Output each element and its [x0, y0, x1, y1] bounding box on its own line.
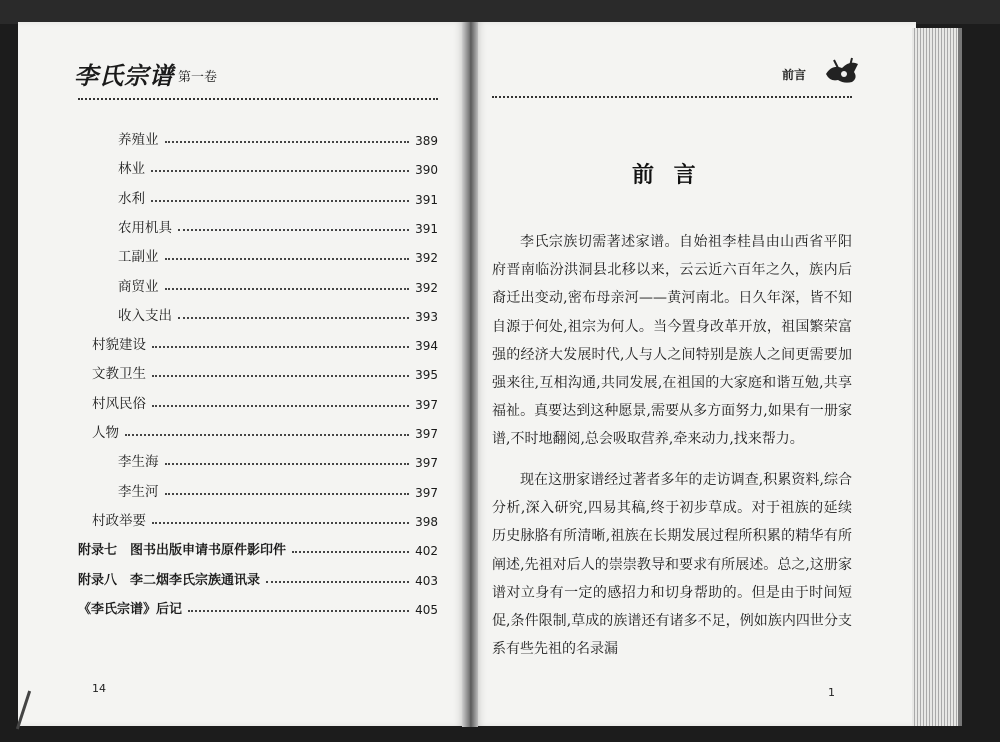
toc-entry: [78, 566, 438, 588]
toc-entry-title: 附录八 李二烟李氏宗族通讯录: [78, 572, 261, 588]
toc-entry-page: 397: [415, 456, 438, 471]
toc-entry-title: 农用机具: [118, 219, 172, 236]
right-header-title: 前言: [782, 68, 807, 82]
toc-leader-dots: [178, 228, 409, 231]
toc-entry-title: 工副业: [118, 249, 159, 266]
toc-entry-title: 李生河: [118, 483, 159, 500]
toc-entry-page: 402: [415, 544, 438, 559]
toc-leader-dots: [152, 404, 409, 407]
toc-entry: [92, 419, 438, 441]
toc-entry: [92, 507, 438, 529]
toc-entry: [92, 360, 438, 382]
chapter-title: 前 言: [632, 162, 702, 188]
toc-entry: [118, 126, 438, 148]
toc-entry-title: 水利: [118, 190, 145, 207]
toc-leader-dots: [125, 433, 409, 436]
background: [0, 0, 1000, 24]
left-header-logo: 李氏宗谱: [74, 61, 174, 90]
toc-entry-title: 《李氏宗谱》后记: [78, 601, 183, 617]
toc-entry-title: 收入支出: [118, 307, 172, 324]
left-header-rule: [78, 98, 438, 100]
toc-entry-title: 商贸业: [118, 278, 159, 295]
toc-entry-title: 李生海: [118, 454, 159, 471]
toc-entry-title: 村貌建设: [92, 337, 146, 354]
toc-leader-dots: [165, 140, 410, 143]
left-header-volume: 第一卷: [178, 70, 218, 85]
toc-entry: [78, 595, 438, 617]
toc-entry-title: 村风民俗: [92, 395, 146, 412]
toc-leader-dots: [152, 345, 409, 348]
toc-entry-title: 人物: [92, 425, 119, 441]
toc-entry-title: 林业: [118, 161, 145, 178]
toc-entry: [118, 478, 438, 500]
toc-entry: [92, 390, 438, 412]
toc-entry-title: 养殖业: [118, 132, 159, 148]
toc-entry-page: 391: [415, 192, 438, 207]
toc-entry-page: 392: [415, 251, 438, 266]
toc-leader-dots: [151, 199, 409, 202]
toc-leader-dots: [292, 550, 409, 553]
toc-leader-dots: [165, 257, 410, 260]
toc-entry: [78, 536, 438, 558]
toc-entry: [118, 243, 438, 265]
toc-entry: [118, 214, 438, 236]
toc-entry-page: 398: [415, 514, 438, 529]
toc-leader-dots: [178, 316, 409, 319]
toc-entry: [118, 448, 438, 470]
toc-leader-dots: [165, 462, 410, 465]
toc-entry-page: 391: [415, 221, 438, 236]
toc-entry-page: 397: [415, 485, 438, 500]
toc-leader-dots: [266, 580, 409, 583]
toc-entry: [118, 185, 438, 207]
toc-leader-dots: [152, 374, 409, 377]
right-page-number: 1: [828, 686, 835, 699]
toc-entry-page: 390: [415, 163, 438, 178]
toc-entry-title: 村政举要: [92, 512, 146, 529]
toc-entry-page: 394: [415, 339, 438, 354]
toc-leader-dots: [165, 492, 410, 495]
book-spine: [462, 22, 478, 727]
toc-leader-dots: [165, 287, 410, 290]
toc-entry-page: 389: [415, 134, 438, 148]
page-edges: [912, 28, 962, 726]
decorative-emblem-icon: [822, 56, 862, 86]
toc-entry: [118, 302, 438, 324]
toc-entry: [118, 273, 438, 295]
toc-entry-page: 395: [415, 368, 438, 383]
toc-entry-page: 393: [415, 309, 438, 324]
toc-entry-page: 397: [415, 427, 438, 441]
body-paragraph-1: 李氏宗族切需著述家谱。自始祖李桂昌由山西省平阳府晋南临汾洪洞县北移以来，云云近六百年之久，族内后裔迁出变动,密布母亲河——黄河南北。日久年深，皆不知自源于何处,祖宗为何人。当今置身改革开放，祖国繁荣富强的经济大发展时代,人与人之间特别是族人之间更需要加强来往,互相沟通,共同发展,在祖国的大家庭和谐互勉,共享福祉。真要达到这种愿景,需要从多方面努力,如果有一册家谱,不时地翻阅,总会吸取营养,牵来动力,找来帮力。: [492, 234, 852, 448]
toc-entry-title: 文教卫生: [92, 366, 146, 383]
toc-entry: [118, 155, 438, 177]
toc-entry-page: 397: [415, 397, 438, 412]
toc-leader-dots: [151, 169, 409, 172]
toc-leader-dots: [188, 609, 409, 612]
toc-entry-page: 403: [415, 573, 438, 588]
left-page-number: 14: [92, 682, 106, 695]
toc-leader-dots: [152, 521, 409, 524]
toc-entry-page: 405: [415, 602, 438, 617]
right-header-rule: [492, 96, 852, 98]
toc-entry: [92, 331, 438, 353]
toc-entry-title: 附录七 图书出版申请书原件影印件: [78, 543, 287, 559]
body-paragraph-2: 现在这册家谱经过著者多年的走访调查,积累资料,综合分析,深入研究,四易其稿,终于初步草成。对于祖族的延续历史脉胳有所清晰,祖族在长期发展过程所积累的精华有所阐述,先祖对后人的崇崇教导和要求有所展述。总之,这册家谱对立身有一定的感招力和切身帮助的。但是由于时间短促,条件限制,草成的族谱还有诸多不足，例如族内四世分支系有些先祖的名录漏: [492, 472, 852, 658]
toc-entry-page: 392: [415, 280, 438, 295]
